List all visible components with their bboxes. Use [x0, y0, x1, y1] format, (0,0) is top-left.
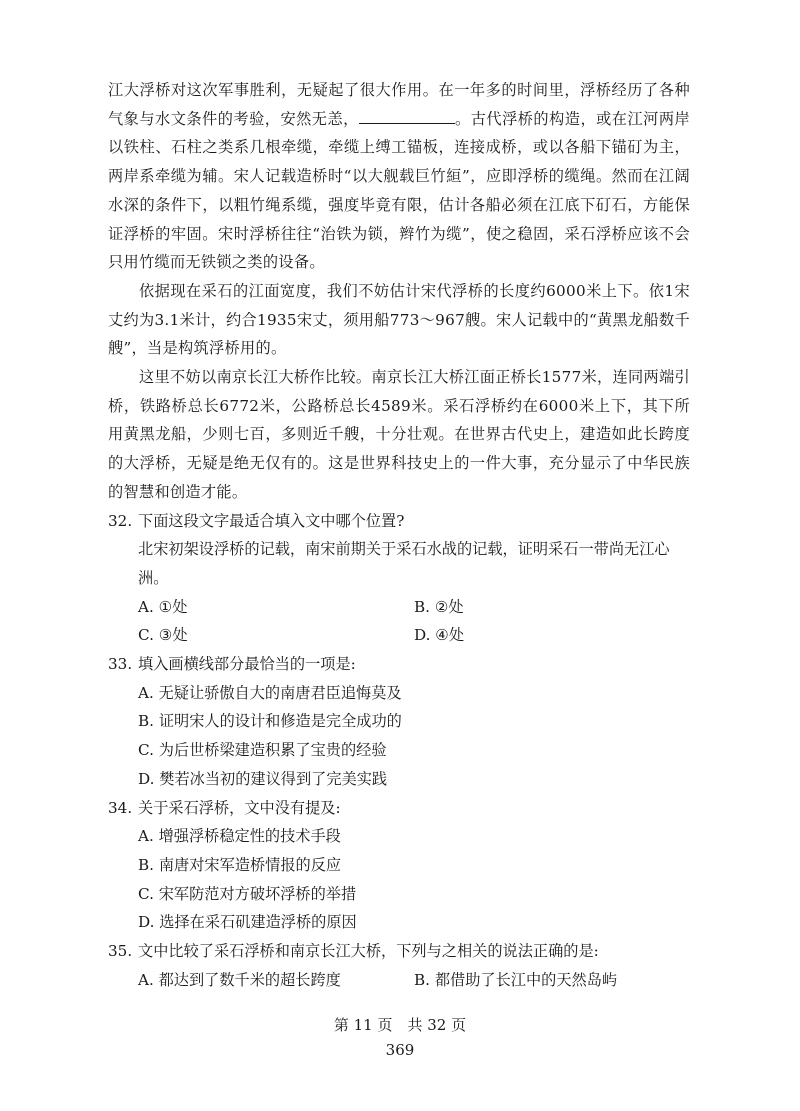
- passage-paragraph-1: [108, 76, 690, 277]
- option-b[interactable]: B. 证明宋人的设计和修造是完全成功的: [138, 712, 402, 731]
- option-d[interactable]: D. ④处: [414, 626, 465, 645]
- question-33: [108, 650, 690, 794]
- question-32: [108, 507, 690, 651]
- option-b[interactable]: B. 南唐对宋军造桥情报的反应: [138, 855, 342, 874]
- option-row: [138, 621, 690, 650]
- question-35-stem: [108, 937, 690, 966]
- page-indicator: 第 11 页 共 32 页: [333, 1016, 467, 1034]
- question-33-options: [108, 679, 690, 794]
- question-34: [108, 794, 690, 938]
- passage-paragraph-3: 这里不妨以南京长江大桥作比较。南京长江大桥江面正桥长1577米，连同两端引桥，铁路桥总长6772米，公路桥总长4589米。采石浮桥约在6000米上下，其下所用黄黑龙船，少则七百，多则近千艘，十分壮观。在世界古代史上，建造如此长跨度的大浮桥，无疑是绝无仅有的。这是世界科技史上的一件大事，充分显示了中华民族的智慧和创造才能。: [108, 368, 690, 501]
- question-number: 32.: [108, 511, 133, 530]
- passage-p1-part1: 江大浮桥对这次军事胜利，无疑起了很大作用。在一年多的时间里，浮桥经历了各种气象与水文条件的考验，安然无恙，: [108, 81, 690, 128]
- option-a[interactable]: A. 增强浮桥稳定性的技术手段: [138, 827, 341, 846]
- option-c[interactable]: C. 为后世桥梁建造积累了宝贵的经验: [138, 741, 387, 760]
- question-number: 33.: [108, 655, 133, 674]
- question-text: 填入画横线部分最恰当的一项是:: [138, 655, 356, 674]
- passage-p1-part2: 。古代浮桥的构造，或在江河两岸以铁柱、石柱之类系几根牵缆，牵缆上缚工锚板，连接成桥，或以各船下锚矴为主，两岸系牵缆为辅。宋人记载造桥时“以大舰载巨竹絙”，应即浮桥的缆绳。然而在江阔水深的条件下，以粗竹绳系缆，强度毕竟有限，估计各船必须在江底下矴石，方能保证浮桥的牢固。宋时浮桥往往“治铁为锁，辫竹为缆”，使之稳固，采石浮桥应该不会只用竹缆而无铁锁之类的设备。: [108, 109, 690, 272]
- option-a[interactable]: A. 无疑让骄傲自大的南唐君臣追悔莫及: [138, 683, 402, 702]
- option-row: [138, 966, 690, 995]
- question-33-stem: [108, 650, 690, 679]
- page-content: [108, 76, 690, 995]
- question-34-stem: [108, 794, 690, 823]
- question-34-options: [108, 822, 690, 937]
- passage-paragraph-2: 依据现在采石的江面宽度，我们不妨估计宋代浮桥的长度约6000米上下。依1宋丈约为3.1米计，约合1935宋丈，须用船773～967艘。宋人记载中的“黄黑龙船数千艘”，当是构筑浮桥用的。: [108, 281, 690, 358]
- option-a[interactable]: A. 都达到了数千米的超长跨度: [138, 970, 341, 989]
- option-row: [138, 593, 690, 622]
- question-32-quoted-text: 北宋初架设浮桥的记载，南宋前期关于采石水战的记载，证明采石一带尚无江心洲。: [138, 540, 670, 587]
- question-32-options: [108, 593, 690, 650]
- question-35: [108, 937, 690, 994]
- question-text: 下面这段文字最适合填入文中哪个位置?: [138, 511, 405, 530]
- question-32-stem: [108, 507, 690, 536]
- question-number: 35.: [108, 942, 133, 961]
- question-35-options: [108, 966, 690, 995]
- option-d[interactable]: D. 樊若冰当初的建议得到了完美实践: [138, 769, 388, 788]
- option-a[interactable]: A. ①处: [138, 597, 188, 616]
- option-b[interactable]: B. ②处: [414, 597, 464, 616]
- fill-in-blank: [359, 109, 455, 124]
- question-text: 文中比较了采石浮桥和南京长江大桥，下列与之相关的说法正确的是:: [138, 942, 599, 961]
- option-c[interactable]: C. ③处: [138, 626, 188, 645]
- option-b[interactable]: B. 都借助了长江中的天然岛屿: [414, 970, 618, 989]
- question-number: 34.: [108, 798, 133, 817]
- option-c[interactable]: C. 宋军防范对方破坏浮桥的举措: [138, 884, 357, 903]
- page-number: 369: [385, 1041, 415, 1059]
- option-d[interactable]: D. 选择在采石矶建造浮桥的原因: [138, 913, 357, 932]
- question-text: 关于采石浮桥，文中没有提及:: [138, 798, 341, 817]
